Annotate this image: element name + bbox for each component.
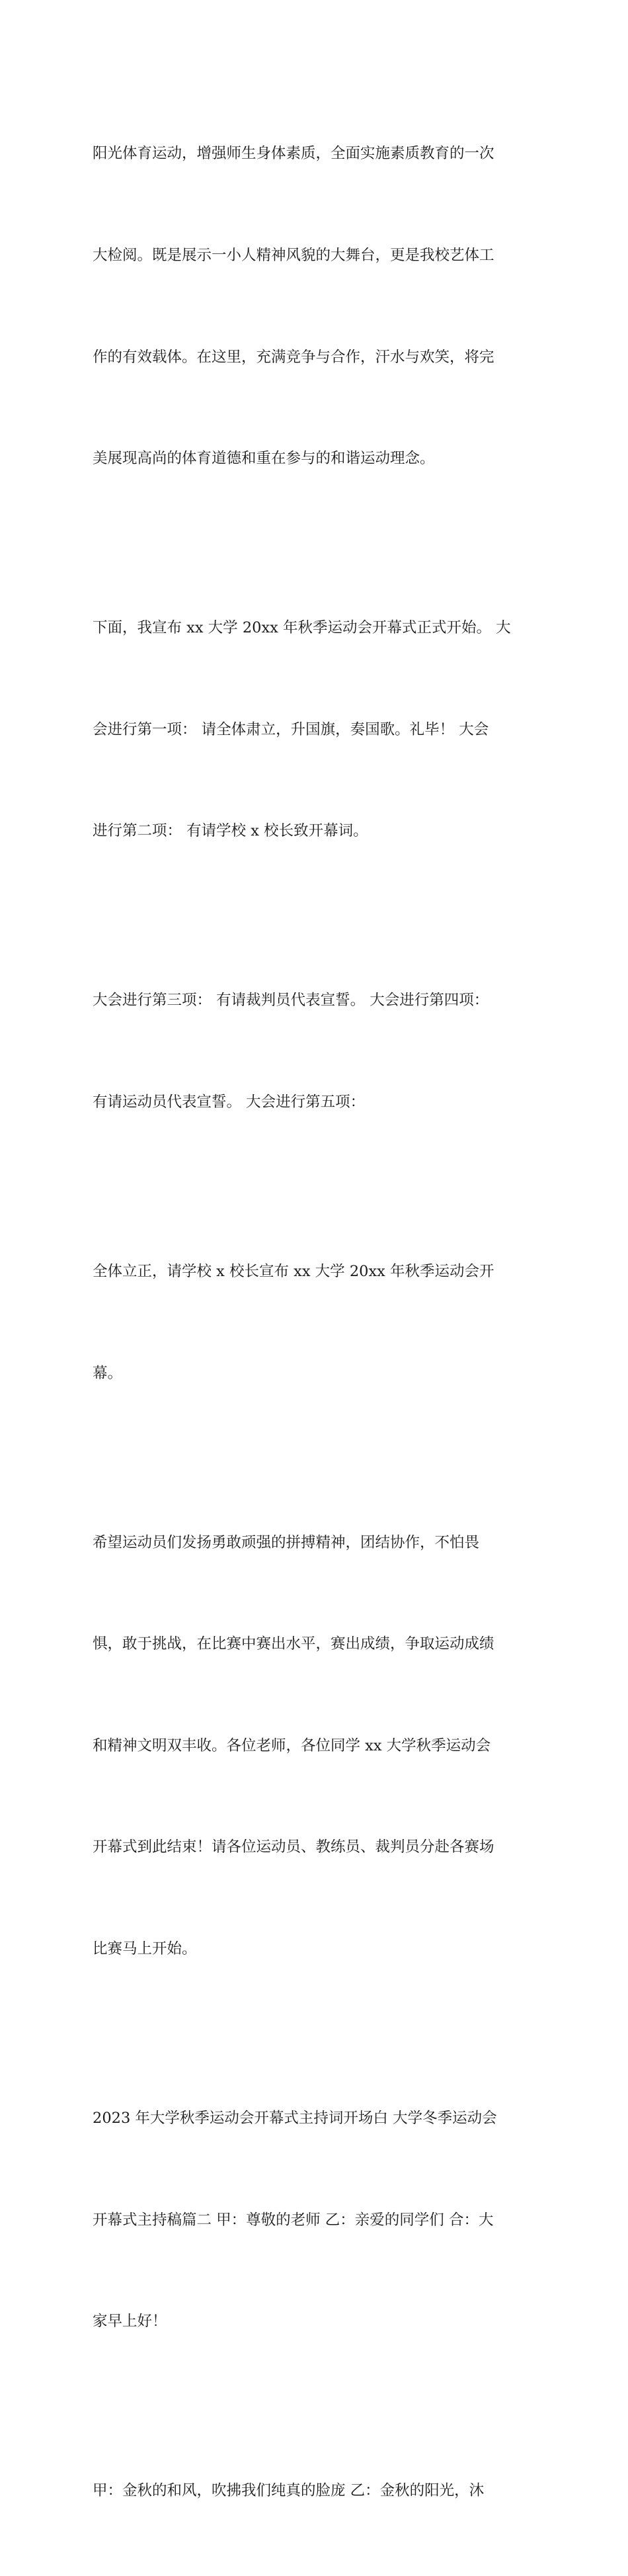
text-line: 大会进行第三项： 有请裁判员代表宣誓。 大会进行第四项：: [93, 992, 489, 1009]
paragraph-2: [93, 544, 542, 916]
paragraph-5: [93, 1458, 542, 2034]
text-line: 希望运动员们发扬勇敢顽强的拼搏精神，团结协作，不怕畏: [93, 1533, 480, 1551]
text-line: 开幕式主持稿篇二 甲：尊敬的老师 乙：亲爱的同学们 合：大: [93, 2211, 494, 2229]
paragraph-7: [93, 2407, 542, 2576]
text-line: 惧，敢于挑战，在比赛中赛出水平，赛出成绩，争取运动成绩: [93, 1635, 494, 1653]
text-line: 会进行第一项： 请全体肃立，升国旗，奏国歌。礼毕！ 大会: [93, 720, 489, 738]
text-line: 美展现高尚的体育道德和重在参与的和谐运动理念。: [93, 450, 435, 468]
paragraph-1: [93, 69, 542, 544]
paragraph-3: [93, 916, 542, 1187]
document-body: [93, 69, 542, 2576]
text-line: 和精神文明双丰收。各位老师，各位同学 xx 大学秋季运动会: [93, 1737, 491, 1754]
text-line: 进行第二项： 有请学校 x 校长致开幕词。: [93, 822, 368, 840]
text-line: 作的有效载体。在这里，充满竞争与合作，汗水与欢笑，将完: [93, 348, 494, 366]
text-line: 比赛马上开始。: [93, 1940, 197, 1957]
text-line: 开幕式到此结束！请各位运动员、教练员、裁判员分赴各赛场: [93, 1838, 494, 1856]
text-line: 家早上好！: [93, 2313, 167, 2331]
paragraph-4: [93, 1187, 542, 1459]
text-line: 有请运动员代表宣誓。 大会进行第五项：: [93, 1093, 366, 1111]
text-line: 2023 年大学秋季运动会开幕式主持词开场白 大学冬季运动会: [93, 2109, 497, 2127]
text-line: 下面，我宣布 xx 大学 20xx 年秋季运动会开幕式正式开始。 大: [93, 619, 511, 637]
text-line: 大检阅。既是展示一小人精神风貌的大舞台，更是我校艺体工: [93, 247, 494, 264]
paragraph-6: [93, 2034, 542, 2407]
text-line: 幕。: [93, 1364, 123, 1382]
text-line: 甲：金秋的和风，吹拂我们纯真的脸庞 乙：金秋的阳光，沐: [93, 2482, 485, 2500]
text-line: 阳光体育运动，增强师生身体素质，全面实施素质教育的一次: [93, 145, 494, 163]
text-line: 全体立正，请学校 x 校长宣布 xx 大学 20xx 年秋季运动会开: [93, 1262, 494, 1280]
